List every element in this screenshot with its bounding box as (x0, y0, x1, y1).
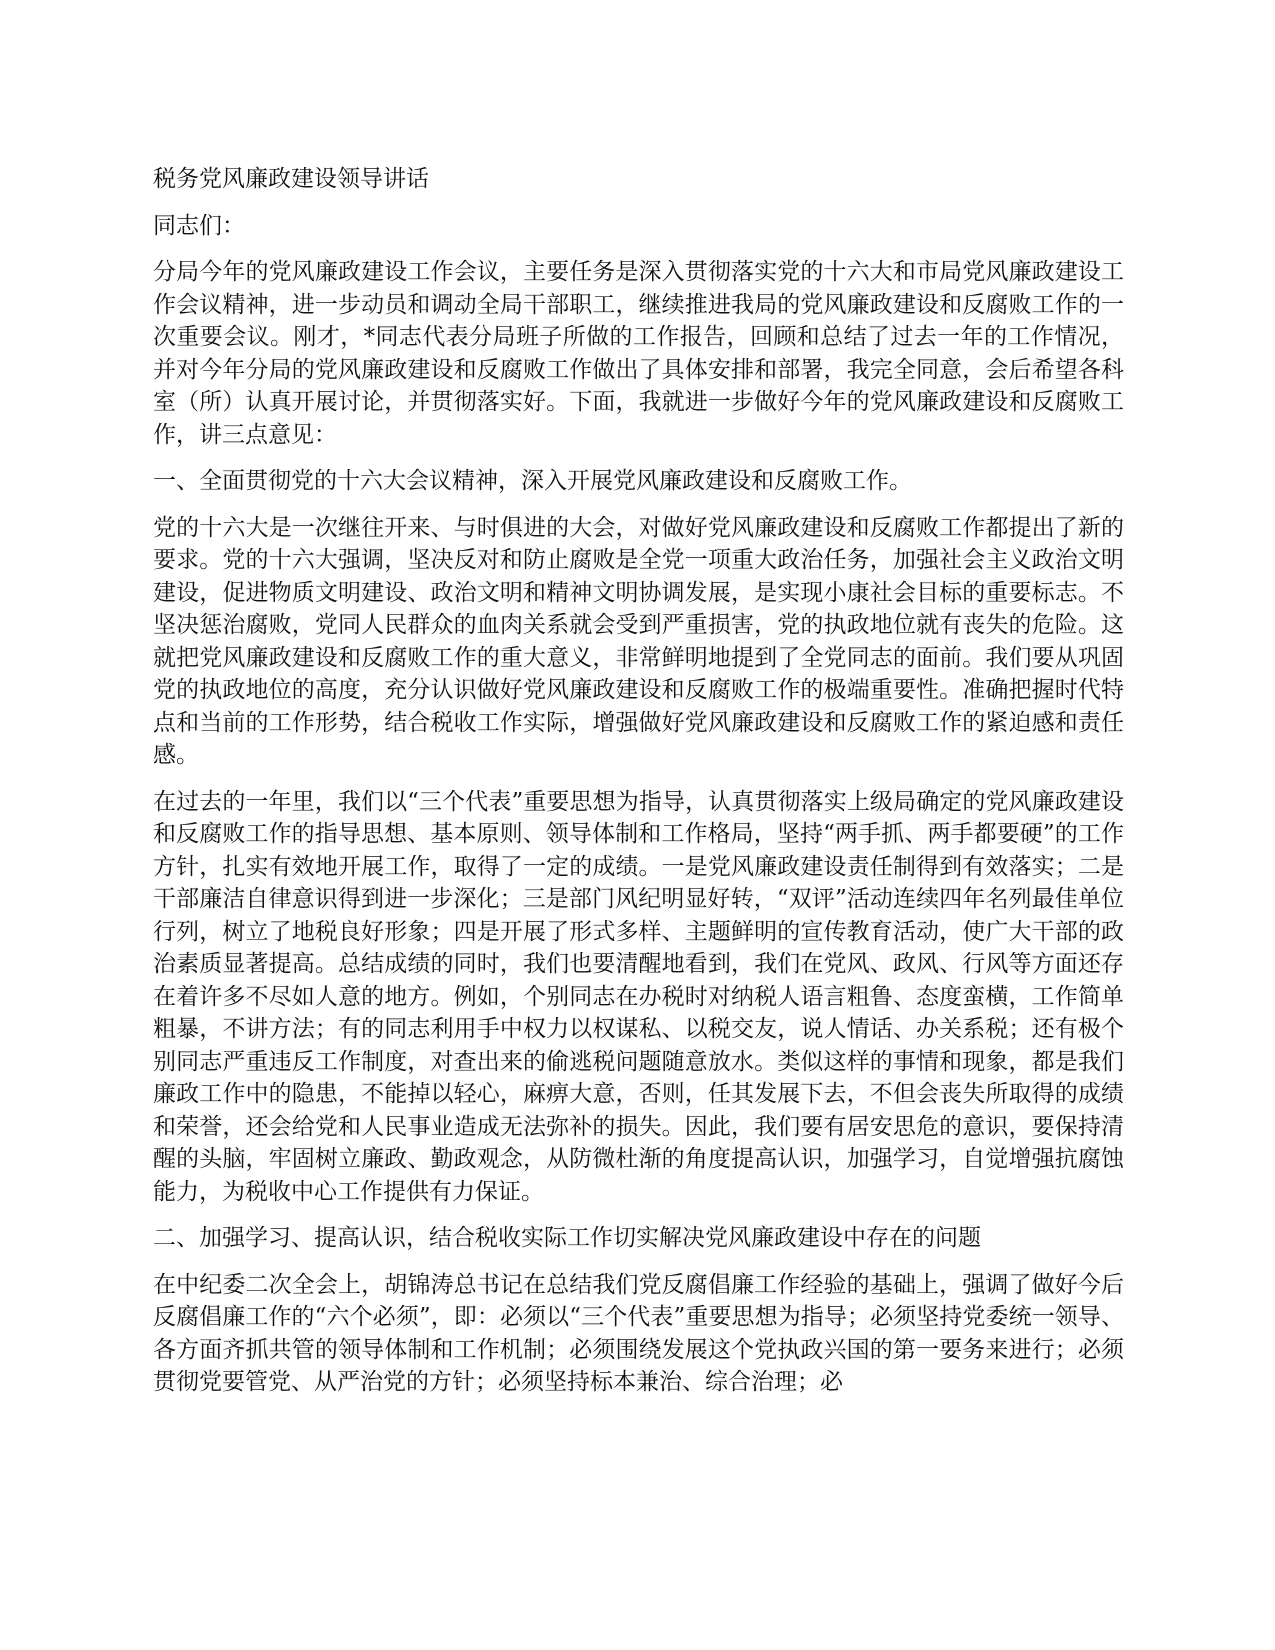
document-title: 税务党风廉政建设领导讲话 (153, 166, 429, 192)
section-1-paragraph-2: 在过去的一年里，我们以“三个代表”重要思想为指导，认真贯彻落实上级局确定的党风廉政建设和反腐败工作的指导思想、基本原则、领导体制和工作格局，坚持“两手抓、两手都要硬”的工作方针，扎实有效地开展工作，取得了一定的成绩。一是党风廉政建设责任制得到有效落实；二是干部廉洁自律意识得到进一步深化；三是部门风纪明显好转，“双评”活动连续四年名列最佳单位行列，树立了地税良好形象；四是开展了形式多样、主题鲜明的宣传教育活动，使广大干部的政治素质显著提高。总结成绩的同时，我们也要清醒地看到，我们在党风、政风、行风等方面还存在着许多不尽如人意的地方。例如，个别同志在办税时对纳税人语言粗鲁、态度蛮横，工作简单粗暴，不讲方法；有的同志利用手中权力以权谋私、以税交友，说人情话、办关系税；还有极个别同志严重违反工作制度，对查出来的偷逃税问题随意放水。类似这样的事情和现象，都是我们廉政工作中的隐患，不能掉以轻心，麻痹大意，否则，任其发展下去，不但会丧失所取得的成绩和荣誉，还会给党和人民事业造成无法弥补的损失。因此，我们要有居安思危的意识，要保持清醒的头脑，牢固树立廉政、勤政观念，从防微杜渐的角度提高认识，加强学习，自觉增强抗腐蚀能力，为税收中心工作提供有力保证。 (153, 788, 1124, 1205)
salutation: 同志们： (153, 212, 245, 239)
section-heading-2: 二、加强学习、提高认识，结合税收实际工作切实解决党风廉政建设中存在的问题 (153, 1225, 981, 1251)
section-1-paragraph-1: 党的十六大是一次继往开来、与时俱进的大会，对做好党风廉政建设和反腐败工作都提出了新的要求。党的十六大强调，坚决反对和防止腐败是全党一项重大政治任务，加强社会主义政治文明建设，促进物质文明建设、政治文明和精神文明协调发展，是实现小康社会目标的重要标志。不坚决惩治腐败，党同人民群众的血肉关系就会受到严重损害，党的执政地位就有丧失的危险。这就把党风廉政建设和反腐败工作的重大意义，非常鲜明地提到了全党同志的面前。我们要从巩固党的执政地位的高度，充分认识做好党风廉政建设和反腐败工作的极端重要性。准确把握时代特点和当前的工作形势，结合税收工作实际，增强做好党风廉政建设和反腐败工作的紧迫感和责任感。 (153, 514, 1124, 768)
opening-paragraph: 分局今年的党风廉政建设工作会议，主要任务是深入贯彻落实党的十六大和市局党风廉政建设工作会议精神，进一步动员和调动全局干部职工，继续推进我局的党风廉政建设和反腐败工作的一次重要会议。刚才，*同志代表分局班子所做的工作报告，回顾和总结了过去一年的工作情况，并对今年分局的党风廉政建设和反腐败工作做出了具体安排和部署，我完全同意，会后希望各科室（所）认真开展讨论，并贯彻落实好。下面，我就进一步做好今年的党风廉政建设和反腐败工作，讲三点意见： (153, 259, 1124, 448)
section-heading-1: 一、全面贯彻党的十六大会议精神，深入开展党风廉政建设和反腐败工作。 (153, 468, 912, 494)
document-body (153, 163, 1124, 1413)
section-2-paragraph-1: 在中纪委二次全会上，胡锦涛总书记在总结我们党反腐倡廉工作经验的基础上，强调了做好今后反腐倡廉工作的“六个必须”，即：必须以“三个代表”重要思想为指导；必须坚持党委统一领导、各方面齐抓共管的领导体制和工作机制；必须围绕发展这个党执政兴国的第一要务来进行；必须贯彻党要管党、从严治党的方针；必须坚持标本兼治、综合治理；必 (153, 1271, 1124, 1395)
